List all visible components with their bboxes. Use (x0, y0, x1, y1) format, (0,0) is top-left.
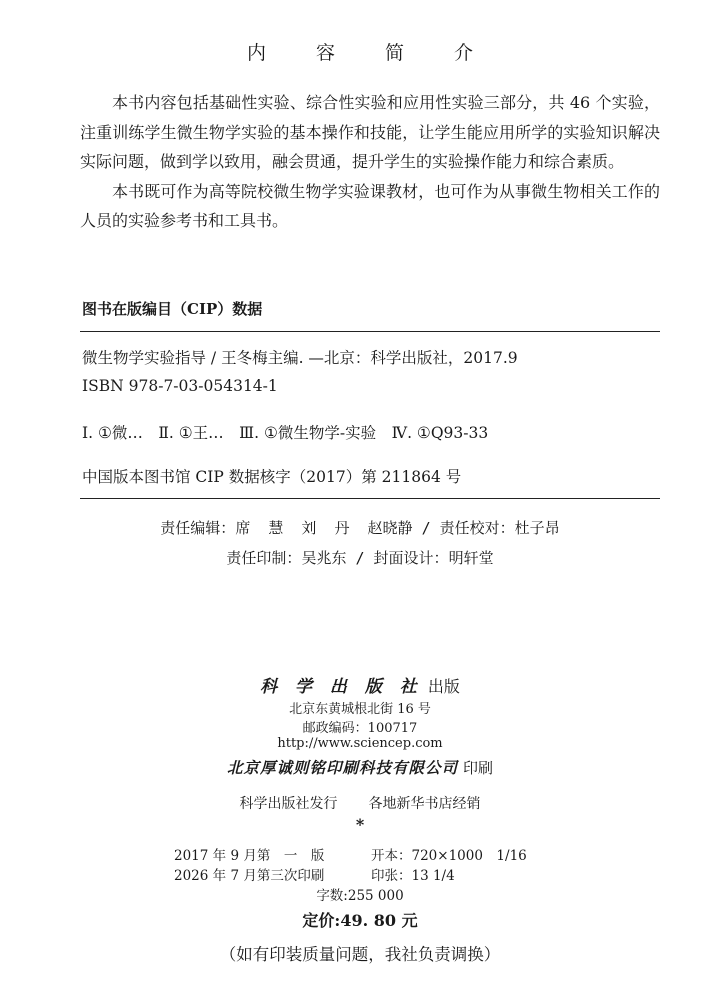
publisher-name: 科 学 出 版 社 (260, 677, 423, 697)
format-text: 开本：720×1000 1/16 (371, 848, 527, 864)
summary-paragraph-1: 本书内容包括基础性实验、综合性实验和应用性实验三部分，共 46 个实验，注重训练学生微生物学实验的基本操作和技能，让学生能应用所学的实验知识解决实际问题，做到学以致用，融会贯通，提升学生的实验操作能力和综合素质。 (80, 93, 660, 171)
editors-label: 责任编辑： (160, 519, 236, 537)
cover-label: 封面设计： (373, 549, 449, 567)
printer-line (0, 756, 720, 778)
price: 定价:49. 80 元 (302, 911, 418, 930)
page-title: 内 容 简 介 (246, 42, 496, 64)
editors-names: 席 慧 刘 丹 赵晓静 (235, 519, 413, 537)
printer-name: 北京厚诚则铭印刷科技有限公司 (226, 758, 458, 777)
cip-isbn-line: ISBN 978-7-03-054314-1 (82, 377, 278, 395)
credits-separator: / (346, 549, 374, 567)
proofreader-name: 杜子昂 (514, 519, 560, 537)
publisher-line (0, 672, 720, 697)
cip-bottom-rule (80, 498, 660, 499)
word-count: 字数:255 000 (316, 888, 404, 904)
distribution-line (0, 793, 720, 813)
cip-classification-line: Ⅰ. ①微… Ⅱ. ①王… Ⅲ. ①微生物学-实验 Ⅳ. ①Q93-33 (82, 424, 489, 442)
printer-suffix: 印刷 (463, 759, 494, 777)
printing-text: 2026 年 7 月第三次印刷 (174, 868, 325, 884)
cip-heading: 图书在版编目（CIP）数据 (82, 300, 263, 318)
proofreader-label: 责任校对： (439, 519, 515, 537)
edition-text: 2017 年 9 月第 一 版 (174, 848, 325, 864)
summary-paragraph-2: 本书既可作为高等院校微生物学实验课教材，也可作为从事微生物相关工作的人员的实验参考书和工具书。 (80, 181, 660, 230)
publisher-postcode: 邮政编码：100717 (302, 721, 418, 736)
printing-label: 责任印制： (226, 549, 302, 567)
asterisk-divider: * (355, 815, 365, 834)
quality-notice: （如有印装质量问题，我社负责调换） (219, 945, 501, 964)
publisher-suffix: 出版 (427, 677, 460, 696)
cip-record-line: 中国版本图书馆 CIP 数据核字（2017）第 211864 号 (82, 468, 462, 486)
sheets-text: 印张：13 1/4 (371, 868, 455, 884)
cover-name: 明轩堂 (448, 549, 494, 567)
issuer-text: 科学出版社发行 (239, 796, 338, 812)
credits-editors-line (0, 517, 720, 538)
credits-separator: / (412, 519, 440, 537)
cip-top-rule (80, 331, 660, 332)
credits-production-line (0, 547, 720, 568)
cip-title-line: 微生物学实验指导 / 王冬梅主编. —北京：科学出版社，2017.9 (82, 349, 518, 367)
publisher-address: 北京东黄城根北街 16 号 (289, 702, 431, 717)
summary-section (80, 88, 660, 236)
publisher-url: http://www.sciencep.com (277, 736, 443, 751)
sellers-text: 各地新华书店经销 (368, 796, 481, 812)
printing-name: 吴兆东 (301, 549, 347, 567)
